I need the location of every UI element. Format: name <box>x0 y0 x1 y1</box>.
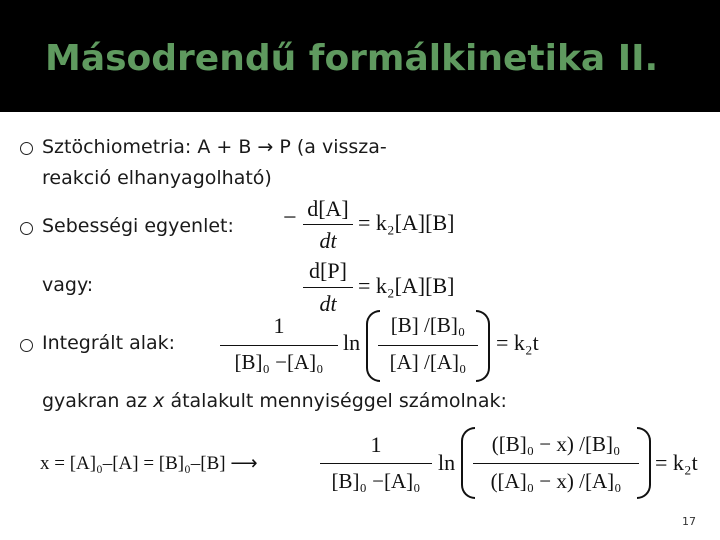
x-definition: x = [A]₀–[A] = [B]₀–[B] ⟶ <box>40 453 258 474</box>
rate-numerator-P: d[P] <box>309 258 347 283</box>
fraction-bar <box>320 463 432 464</box>
x-ratio-bottom: ([A]₀ − x) /[A]₀ <box>490 469 622 493</box>
bullet-integrated-form: Integrált alak: <box>42 332 176 354</box>
bullet-stoichiometry: Sztöchiometria: A + B → P (a vissza- <box>42 136 387 158</box>
bullet-rate-equation: Sebességi egyenlet: <box>42 215 234 237</box>
or-label: vagy: <box>42 274 94 296</box>
rate-rhs-P: = k₂[A][B] <box>358 273 455 298</box>
bullet-stoichiometry-cont: reakció elhanyagolható) <box>42 167 272 189</box>
bullet-icon <box>20 339 33 352</box>
x-ratio-top: ([B]₀ − x) /[B]₀ <box>491 432 621 456</box>
ln-symbol: ln <box>343 330 361 355</box>
int-rhs: = k₂t <box>496 330 539 355</box>
right-paren <box>637 427 651 499</box>
rate-rhs: = k₂[A][B] <box>358 210 455 235</box>
x-note-prefix: gyakran az <box>42 390 154 412</box>
page-number: 17 <box>682 515 696 528</box>
slide-title: Másodrendű formálkinetika II. <box>45 38 659 79</box>
x-numerator-one: 1 <box>370 432 382 457</box>
x-denominator: [B]₀ −[A]₀ <box>331 469 421 493</box>
ln-symbol: ln <box>438 450 456 475</box>
x-note-variable: x <box>153 390 165 412</box>
int-numerator-one: 1 <box>273 313 285 338</box>
bullet-icon <box>20 142 33 155</box>
x-note-suffix: átalakult mennyiséggel számolnak: <box>164 390 507 412</box>
minus-sign: − <box>283 205 297 231</box>
fraction-bar <box>473 463 639 464</box>
fraction-bar <box>220 345 338 346</box>
fraction-bar <box>303 287 353 288</box>
int-denominator: [B]₀ −[A]₀ <box>234 350 324 374</box>
fraction-bar <box>303 224 353 225</box>
bullet-icon <box>20 222 33 235</box>
x-variable-note <box>42 390 507 412</box>
int-ratio-bottom: [A] /[A]₀ <box>389 350 467 374</box>
rate-denominator: dt <box>319 228 337 253</box>
rate-denominator: dt <box>319 291 337 316</box>
fraction-bar <box>378 345 478 346</box>
x-rhs: = k₂t <box>655 450 698 475</box>
right-paren <box>476 310 490 382</box>
int-ratio-top: [B] /[B]₀ <box>390 313 466 337</box>
rate-numerator-A: d[A] <box>307 196 349 221</box>
